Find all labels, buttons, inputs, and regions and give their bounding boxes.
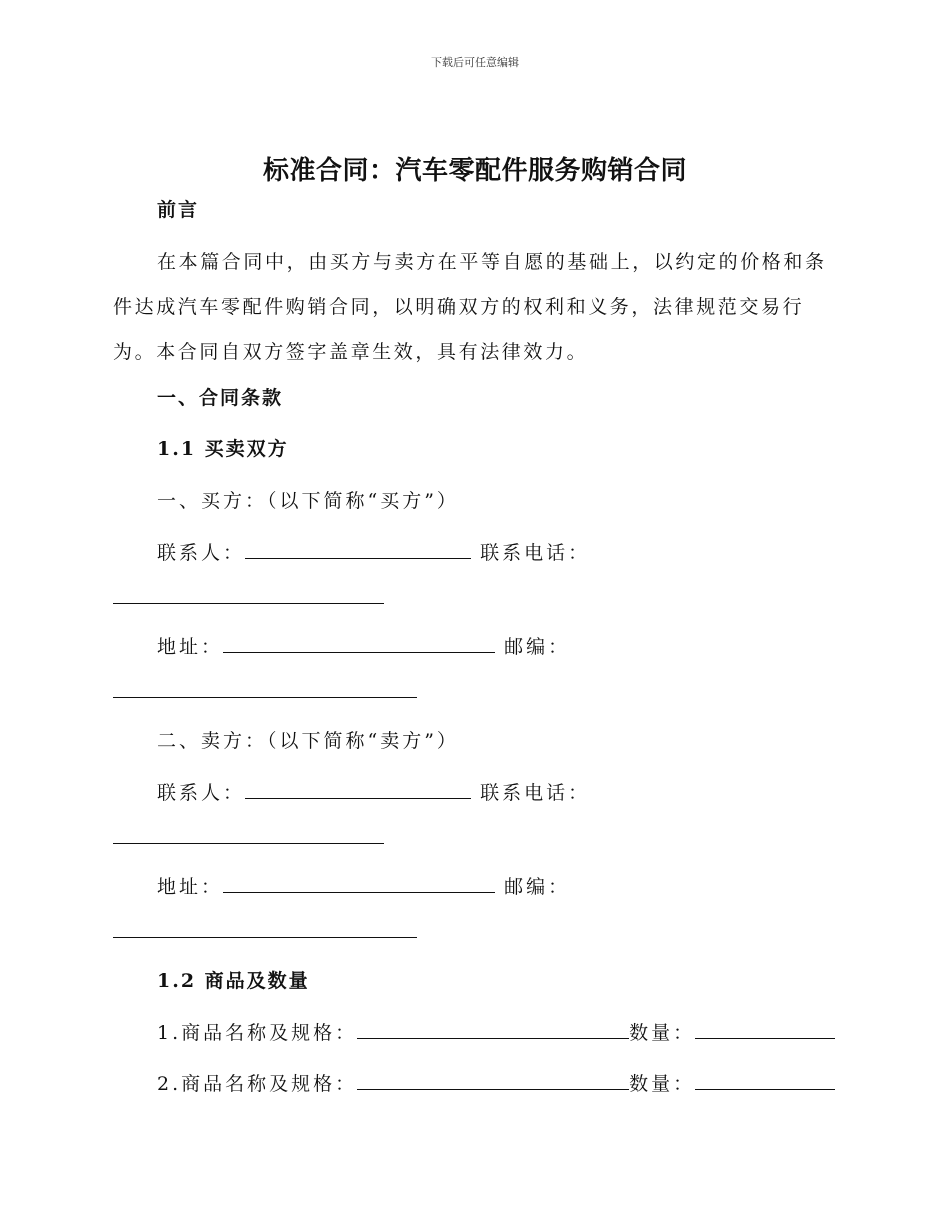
item-qty-label: 数量： xyxy=(629,1022,696,1044)
seller-contact-blank[interactable] xyxy=(245,797,471,799)
header-note: 下载后可任意编辑 xyxy=(431,56,519,69)
seller-phone-blank[interactable] xyxy=(113,842,384,844)
buyer-zip-label: 邮编： xyxy=(504,636,571,658)
item-name-blank[interactable] xyxy=(357,1088,629,1090)
preface-paragraph: 在本篇合同中，由买方与卖方在平等自愿的基础上，以约定的价格和条件达成汽车零配件购销合同，以明确双方的权利和义务，法律规范交易行为。本合同自双方签字盖章生效，具有法律效力。 xyxy=(113,251,827,363)
section-1-2-heading: 1.2 商品及数量 xyxy=(157,970,310,992)
seller-zip-blank[interactable] xyxy=(113,936,417,938)
buyer-contact-row xyxy=(157,544,590,563)
item-name-label: 1.商品名称及规格： xyxy=(157,1022,358,1044)
buyer-address-label: 地址： xyxy=(157,636,224,658)
item-qty-blank[interactable] xyxy=(695,1088,835,1090)
seller-address-blank[interactable] xyxy=(223,891,495,893)
buyer-address-blank[interactable] xyxy=(223,651,495,653)
buyer-address-row xyxy=(157,638,570,657)
seller-contact-row xyxy=(157,784,590,803)
seller-address-label: 地址： xyxy=(157,876,224,898)
buyer-label: 一、买方：（以下简称“买方”） xyxy=(157,490,459,512)
item-row xyxy=(157,1075,835,1094)
seller-phone-label: 联系电话： xyxy=(480,782,591,804)
buyer-phone-blank[interactable] xyxy=(113,602,384,604)
seller-contact-label: 联系人： xyxy=(157,782,246,804)
item-row xyxy=(157,1024,835,1043)
seller-zip-label: 邮编： xyxy=(504,876,571,898)
item-qty-blank[interactable] xyxy=(695,1037,835,1039)
section-1-1-heading: 1.1 买卖双方 xyxy=(157,438,289,460)
item-name-blank[interactable] xyxy=(357,1037,629,1039)
buyer-zip-blank[interactable] xyxy=(113,696,417,698)
buyer-contact-blank[interactable] xyxy=(245,557,471,559)
buyer-phone-label: 联系电话： xyxy=(480,542,591,564)
section-1-heading: 一、合同条款 xyxy=(157,387,284,409)
item-qty-label: 数量： xyxy=(629,1073,696,1095)
seller-address-row xyxy=(157,878,570,897)
seller-label: 二、卖方：（以下简称“卖方”） xyxy=(157,730,459,752)
buyer-contact-label: 联系人： xyxy=(157,542,246,564)
item-name-label: 2.商品名称及规格： xyxy=(157,1073,358,1095)
document-title: 标准合同：汽车零配件服务购销合同 xyxy=(262,156,687,186)
preface-heading: 前言 xyxy=(157,199,200,221)
